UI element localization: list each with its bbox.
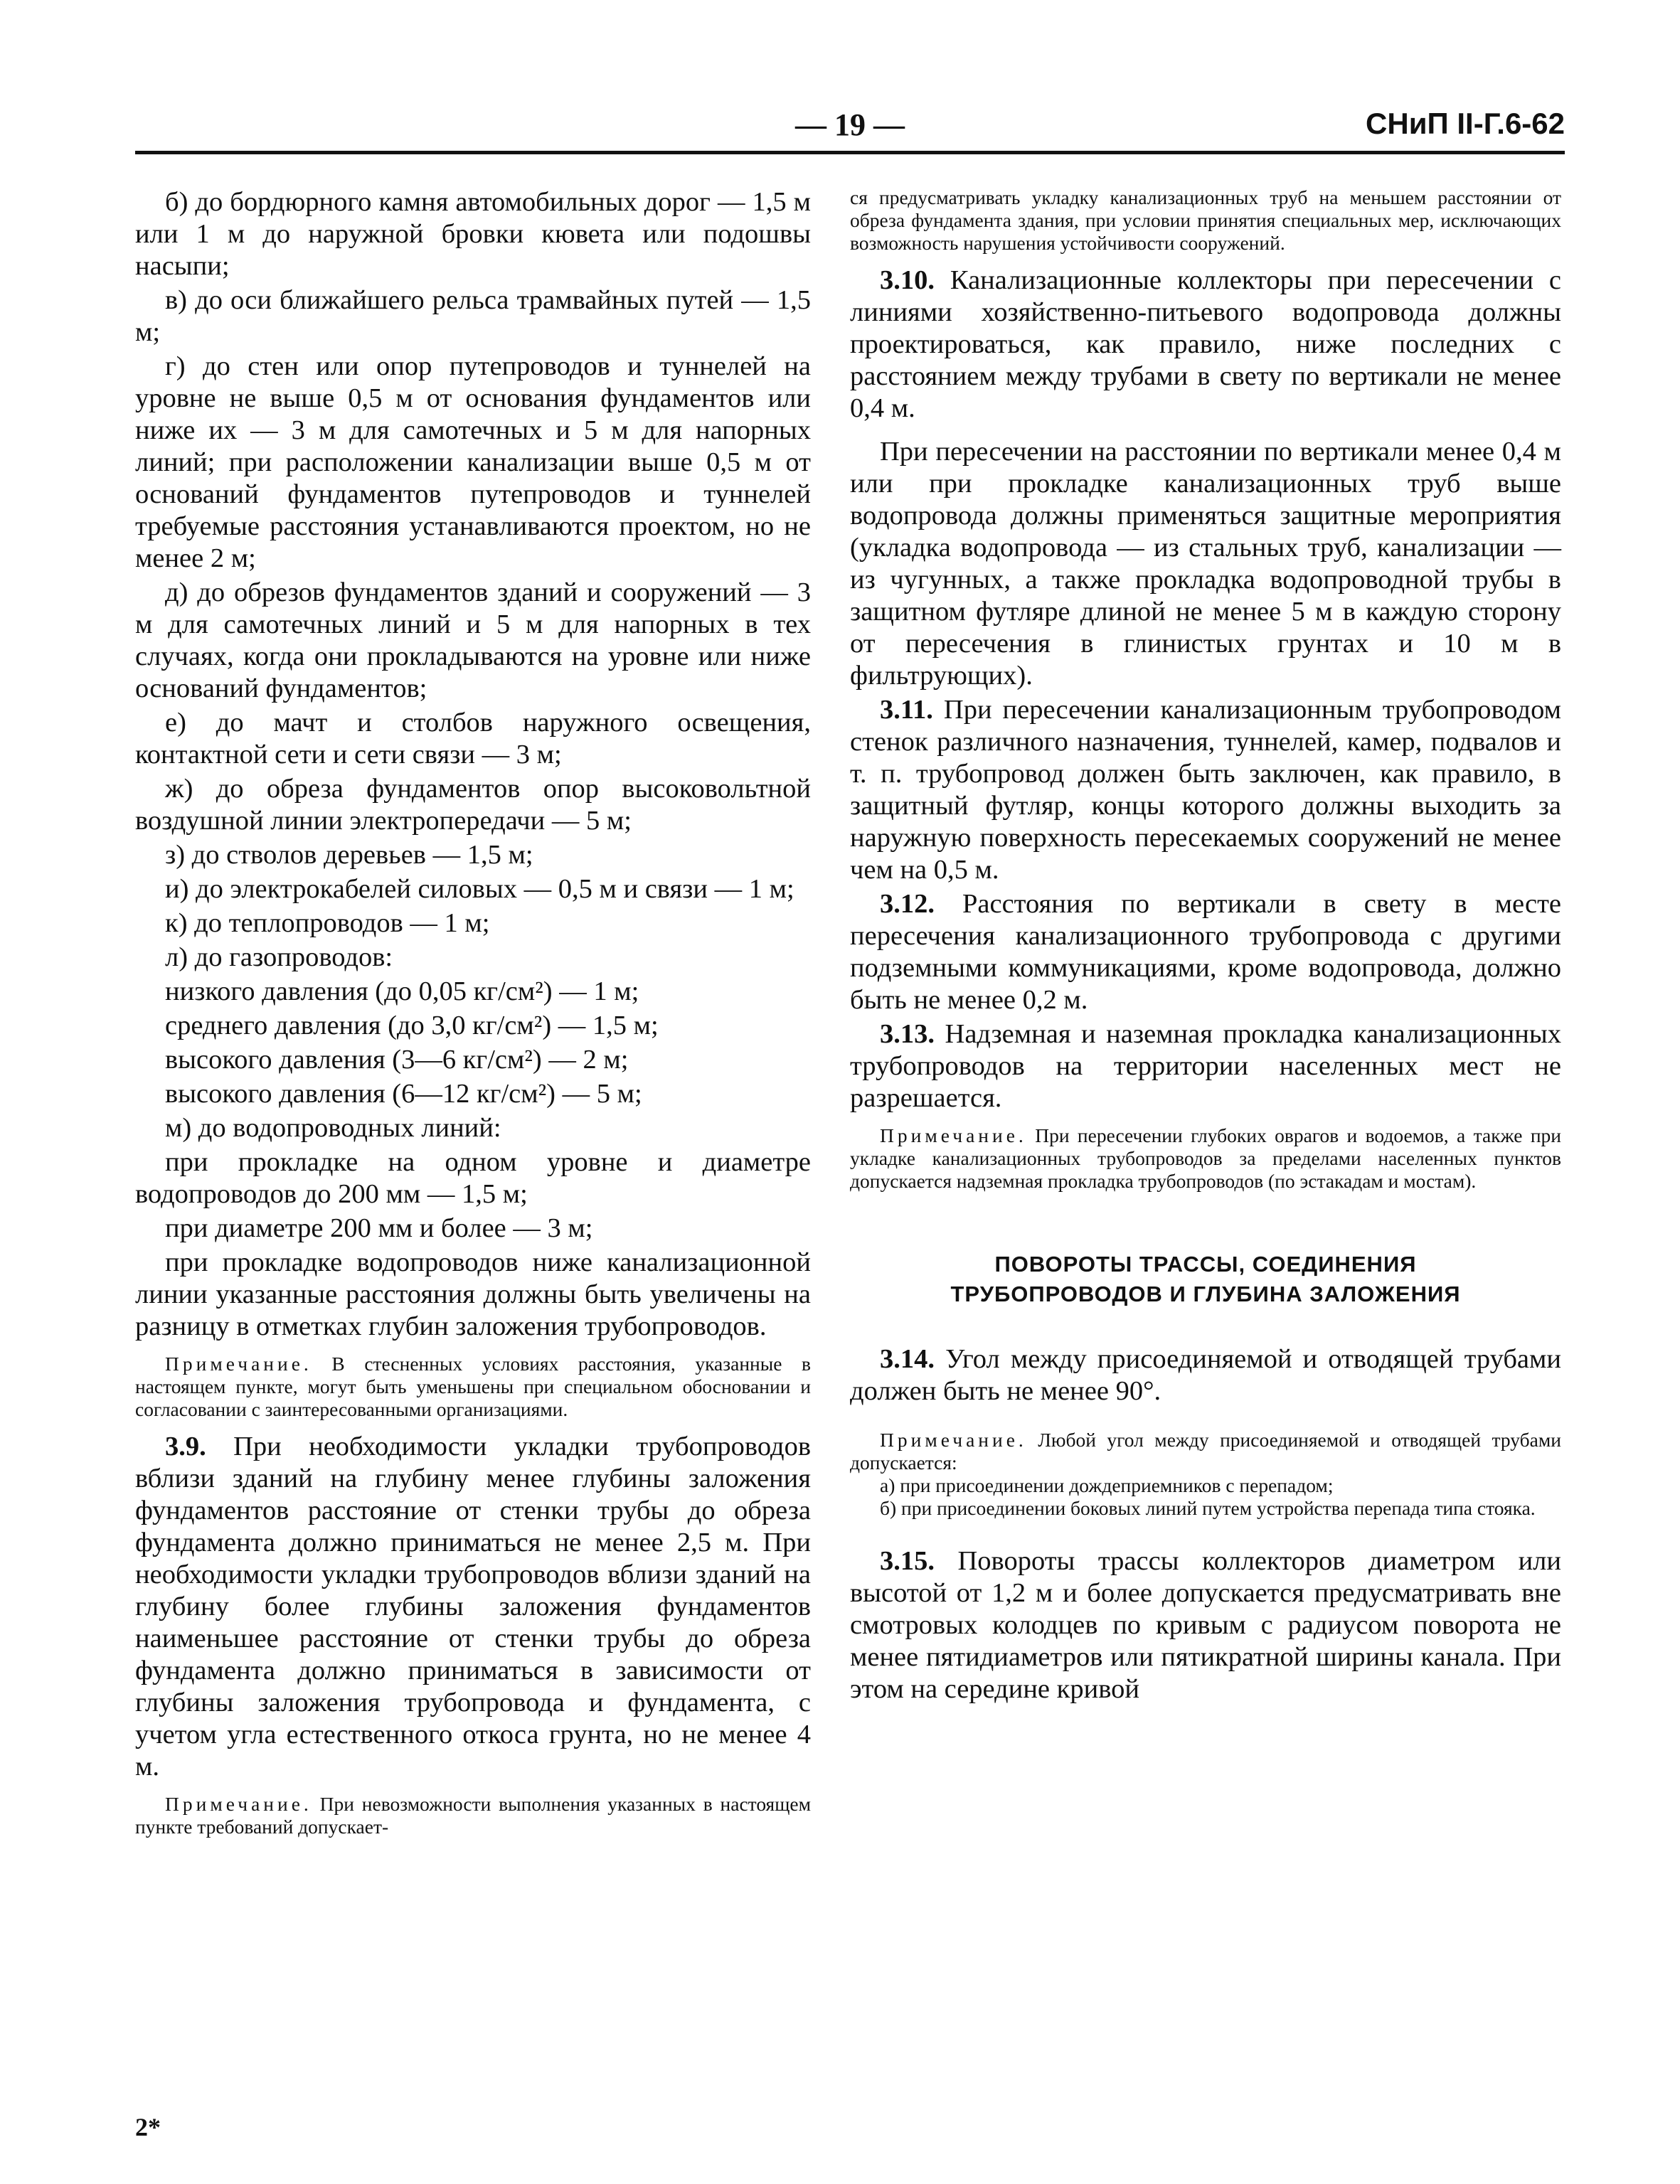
note-label: Примечание. — [880, 1429, 1027, 1451]
left-column — [135, 186, 811, 1848]
paragraph-text: Расстояния по вертикали в свету в месте пересечения канализационного трубопровода с другими подземными коммуникациями, кроме водопровода, должно быть не менее 0,2 м. — [850, 889, 1561, 1015]
item-l: л) до газопроводов: — [165, 942, 393, 972]
paragraph-3-15 — [850, 1545, 1561, 1705]
item-g: г) до стен или опор путепроводов и туннелей на уровне не выше 0,5 м от основания фундаментов или ниже их — 3 м для самотечных и 5 м для напорных линий; при расположении канализации выше 0,5 м от оснований фундаментов путепроводов и туннелей требуемые расстояния устанавливаются проектом, но не менее 2 м; — [135, 351, 811, 573]
note-text: Любой угол между присоединяемой и отводящей трубами допускается: — [850, 1429, 1561, 1474]
note-1 — [135, 1353, 811, 1421]
paragraph-3-12 — [850, 888, 1561, 1016]
item-m3: при прокладке водопроводов ниже канализационной линии указанные расстояния должны быть увеличены на разницу в отметках глубин заложения трубопроводов. — [135, 1247, 811, 1341]
gas-low: низкого давления (до 0,05 кг/см²) — 1 м; — [165, 976, 639, 1006]
note-4-item-b: б) при присоединении боковых линий путем устройства перепада типа стояка. — [880, 1497, 1536, 1519]
section-heading — [850, 1250, 1561, 1309]
paragraph-number: 3.12. — [880, 889, 935, 919]
item-d: д) до обрезов фундаментов зданий и сооружений — 3 м для самотечных линий и 5 м для напорных в тех случаях, когда они прокладываются на уровне или ниже оснований фундаментов; — [135, 577, 811, 703]
page-header — [135, 107, 1565, 149]
item-e: е) до мачт и столбов наружного освещения, контактной сети и сети связи — 3 м; — [135, 708, 811, 769]
paragraph-text: При пересечении канализационным трубопроводом стенок различного назначения, туннелей, камер, подвалов и т. п. трубопровод должен быть заключен, как правило, в защитный футляр, концы которого должны выходить за наружную поверхность пересекаемых сооружений не менее чем на 0,5 м. — [850, 695, 1561, 885]
note-label: Примечание. — [165, 1793, 312, 1815]
note-2 — [135, 1793, 811, 1838]
note-text: При пересечении глубоких оврагов и водоемов, а также при укладке канализационных трубопроводов за пределами населенных пунктов допускается надземная прокладка трубопроводов (по эстакадам и мостам). — [850, 1124, 1561, 1192]
item-m2: при диаметре 200 мм и более — 3 м; — [165, 1213, 593, 1243]
paragraph-text: Надземная и наземная прокладка канализационных трубопроводов на территории населенных мест не разрешается. — [850, 1019, 1561, 1113]
note-text: В стесненных условиях расстояния, указанные в настоящем пункте, могут быть уменьшены при специальном обосновании и согласовании с заинтересованными организациями. — [135, 1353, 811, 1420]
paragraph-text: Угол между присоединяемой и отводящей трубами должен быть не менее 90°. — [850, 1344, 1561, 1406]
paragraph-number: 3.10. — [880, 265, 935, 295]
note-2-continued: ся предусматривать укладку канализационных труб на меньшем расстоянии от обреза фундамента здания, при условии принятия специальных мер, исключающих возможность нарушения устойчивости сооружений. — [850, 186, 1561, 254]
item-b: б) до бордюрного камня автомобильных дорог — 1,5 м или 1 м до наружной бровки кювета или подошвы насыпи; — [135, 187, 811, 281]
note-3 — [850, 1124, 1561, 1193]
note-4 — [850, 1429, 1561, 1474]
paragraph-3-14 — [850, 1343, 1561, 1407]
header-rule — [135, 151, 1565, 154]
note-label: Примечание. — [880, 1124, 1027, 1146]
page-number: — 19 — — [795, 107, 905, 142]
gas-mid: среднего давления (до 3,0 кг/см²) — 1,5 м; — [165, 1011, 659, 1040]
item-v: в) до оси ближайшего рельса трамвайных путей — 1,5 м; — [135, 285, 811, 347]
signature-mark: 2* — [135, 2113, 161, 2141]
note-label: Примечание. — [165, 1353, 312, 1375]
paragraph-text: Повороты трассы коллекторов диаметром или высотой от 1,2 м и более допускается предусматривать вне смотровых колодцев по кривым с радиусом поворота не менее пятидиаметров или пятикратной ширины канала. При этом на середине кривой — [850, 1546, 1561, 1704]
paragraph-number: 3.11. — [880, 695, 933, 725]
heading-line-1: ПОВОРОТЫ ТРАССЫ, СОЕДИНЕНИЯ — [994, 1252, 1417, 1277]
paragraph-3-10 — [850, 265, 1561, 425]
paragraph-3-9 — [135, 1431, 811, 1783]
item-k: к) до теплопроводов — 1 м; — [165, 908, 490, 938]
item-zh: ж) до обреза фундаментов опор высоковольтной воздушной линии электропередачи — 5 м; — [135, 774, 811, 836]
note-4-item-a: а) при присоединении дождеприемников с перепадом; — [880, 1474, 1334, 1496]
paragraph-number: 3.14. — [880, 1344, 935, 1374]
paragraph-3-11 — [850, 694, 1561, 886]
item-i: и) до электрокабелей силовых — 0,5 м и связи — 1 м; — [165, 874, 794, 904]
paragraph-number: 3.9. — [165, 1432, 206, 1461]
paragraph-number: 3.15. — [880, 1546, 935, 1576]
right-column — [850, 186, 1561, 1705]
item-m1: при прокладке на одном уровне и диаметре водопроводов до 200 мм — 1,5 м; — [135, 1147, 811, 1209]
paragraph-3-10-continued: При пересечении на расстоянии по вертикали менее 0,4 м или при прокладке канализационных труб выше водопровода должны применяться защитные мероприятия (укладка водопровода — из стальных труб, канализации — из чугунных, а также прокладка водопроводной трубы в защитном футляре длиной не менее 5 м в каждую сторону от пересечения в глинистых грунтах и 10 м в фильтрующих). — [850, 437, 1561, 691]
heading-line-2: ТРУБОПРОВОДОВ И ГЛУБИНА ЗАЛОЖЕНИЯ — [950, 1282, 1461, 1306]
gas-high-1: высокого давления (3—6 кг/см²) — 2 м; — [165, 1045, 629, 1075]
item-m: м) до водопроводных линий: — [165, 1113, 501, 1143]
paragraph-3-13 — [850, 1018, 1561, 1114]
item-z: з) до стволов деревьев — 1,5 м; — [165, 840, 533, 870]
paragraph-text: При необходимости укладки трубопроводов вблизи зданий на глубину менее глубины заложения фундаментов расстояние от стенки трубы до обреза фундамента должно приниматься не менее 2,5 м. При необходимости укладки трубопроводов вблизи зданий на глубину более глубины заложения фундаментов наименьшее расстояние от стенки трубы до обреза фундамента должно приниматься в зависимости от глубины заложения трубопровода и фундамента, с учетом угла естественного откоса грунта, но не менее 4 м. — [135, 1432, 811, 1781]
gas-high-2: высокого давления (6—12 кг/см²) — 5 м; — [165, 1079, 642, 1109]
note-text: При невозможности выполнения указанных в настоящем пункте требований допускает- — [135, 1793, 811, 1838]
document-code: СНиП II-Г.6-62 — [1366, 107, 1565, 140]
paragraph-text: Канализационные коллекторы при пересечении с линиями хозяйственно-питьевого водопровода должны проектироваться, как правило, ниже последних с расстоянием между трубами в свету по вертикали не менее 0,4 м. — [850, 265, 1561, 423]
paragraph-number: 3.13. — [880, 1019, 935, 1049]
